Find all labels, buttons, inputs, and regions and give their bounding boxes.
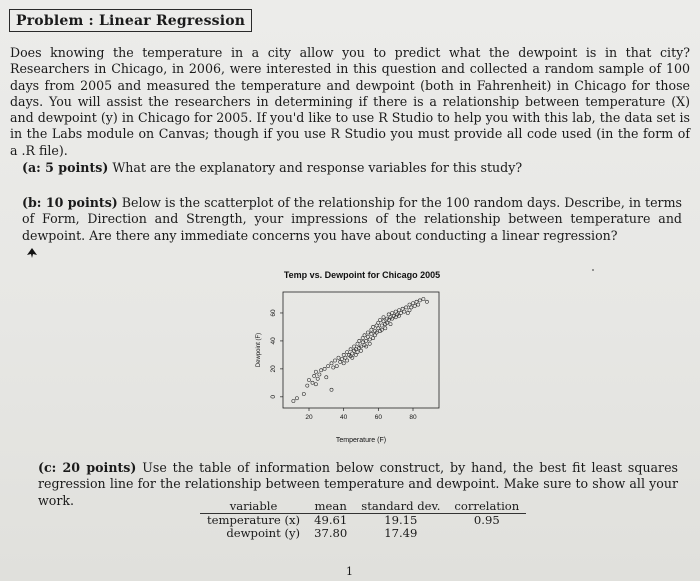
row-correlation: [447, 527, 526, 540]
stray-mark: [592, 269, 594, 271]
y-tick-label: 60: [270, 309, 277, 317]
y-axis-label: Dewpoint (F): [256, 332, 262, 368]
question-b: [22, 195, 682, 244]
data-point: [323, 367, 326, 370]
x-tick-label: 20: [305, 414, 313, 421]
y-tick-label: 20: [270, 365, 277, 373]
data-point: [358, 339, 361, 342]
question-c-label: (c: 20 points): [38, 460, 137, 475]
data-point: [327, 365, 330, 368]
data-point: [363, 334, 366, 337]
data-point: [413, 304, 416, 307]
scatterplot: [250, 262, 470, 452]
data-point: [403, 310, 406, 313]
header-mean: mean: [307, 500, 354, 514]
header-variable: variable: [200, 500, 307, 514]
stats-table: [200, 500, 526, 540]
data-point: [330, 362, 333, 365]
data-point: [325, 376, 328, 379]
x-tick-label: 80: [409, 414, 417, 421]
data-point: [337, 356, 340, 359]
data-point: [365, 339, 368, 342]
data-point: [295, 397, 298, 400]
data-point: [389, 323, 392, 326]
x-axis-label: Temperature (F): [335, 437, 387, 444]
table-row: [200, 527, 526, 540]
mouse-cursor-icon: [26, 247, 38, 259]
data-point: [359, 349, 362, 352]
data-point: [307, 378, 310, 381]
data-point: [313, 374, 316, 377]
data-point: [422, 297, 425, 300]
data-point: [316, 377, 319, 380]
data-point: [320, 369, 323, 372]
data-point: [330, 388, 333, 391]
row-sd: 19.15: [384, 513, 418, 527]
data-point: [314, 383, 317, 386]
data-point: [302, 392, 305, 395]
data-point: [292, 399, 295, 402]
data-point: [314, 370, 317, 373]
data-point: [306, 384, 309, 387]
data-point: [410, 306, 413, 309]
question-b-text: Below is the scatterplot of the relationship for the 100 random days. Describe, in terms of Form, Direction and Strength, your impressions of the relationship between temperature and dewpoint. Are there any immediate concerns you have about conducting a linear regression?: [22, 195, 682, 243]
x-tick-label: 40: [340, 414, 348, 421]
data-point: [384, 327, 387, 330]
plot-frame: [283, 292, 439, 408]
data-point: [346, 359, 349, 362]
data-point: [332, 366, 335, 369]
data-point: [382, 316, 385, 319]
question-c-text: Use the table of information below construct, by hand, the best fit least squares regression line for the relationship between temperature and dewpoint. Make sure to show all your work.: [38, 460, 678, 508]
data-point: [372, 325, 375, 328]
data-point: [342, 362, 345, 365]
header-correlation: correlation: [447, 500, 526, 514]
header-sd: standard dev.: [354, 500, 447, 514]
y-tick-label: 40: [270, 337, 277, 345]
data-point: [418, 299, 421, 302]
data-point: [399, 311, 402, 314]
stats-header-row: [200, 500, 526, 514]
data-point: [340, 358, 343, 361]
row-mean: 49.61: [314, 513, 348, 527]
data-point: [335, 365, 338, 368]
data-point: [368, 338, 371, 341]
data-point: [349, 348, 352, 351]
data-point: [368, 342, 371, 345]
table-row: [200, 514, 526, 528]
data-point: [356, 351, 359, 354]
y-tick-label: 0: [270, 395, 277, 399]
x-tick-label: 60: [374, 414, 382, 421]
question-a-label: (a: 5 points): [22, 160, 109, 175]
row-correlation: 0.95: [473, 513, 500, 527]
data-point: [405, 306, 408, 309]
question-a: [22, 160, 682, 176]
row-mean: 37.80: [314, 526, 348, 540]
row-variable: temperature (x): [207, 513, 301, 527]
problem-title: Problem : Linear Regression: [9, 9, 252, 32]
chart-title: Temp vs. Dewpoint for Chicago 2005: [283, 270, 441, 280]
question-a-text: What are the explanatory and response variables for this study?: [112, 160, 523, 175]
intro-paragraph: Does knowing the temperature in a city allow you to predict what the dewpoint is in that city? Researchers in Chicago, in 2006, were interested in this question and collected a random sample of 100 days from 2005 and measured the temperature and dewpoint (both in Fahrenheit) in Chicago for those days. You will assist the researchers in determining if there is a relationship between temperature (X) and dewpoint (y) in Chicago for 2005. If you'd like to use R Studio to help you with this lab, the data set is in the Labs module on Canvas; though if you use R Studio you must provide all code used (in the form of a .R file).: [10, 45, 690, 158]
data-point: [311, 381, 314, 384]
row-variable: dewpoint (y): [226, 526, 301, 540]
data-point: [417, 303, 420, 306]
data-point: [318, 373, 321, 376]
data-point: [333, 359, 336, 362]
data-point: [380, 324, 383, 327]
question-b-label: (b: 10 points): [22, 195, 118, 210]
page-number: 1: [346, 565, 353, 578]
data-point: [379, 318, 382, 321]
data-point: [366, 331, 369, 334]
data-point: [425, 300, 428, 303]
row-sd: 17.49: [384, 526, 418, 540]
data-point: [370, 332, 373, 335]
